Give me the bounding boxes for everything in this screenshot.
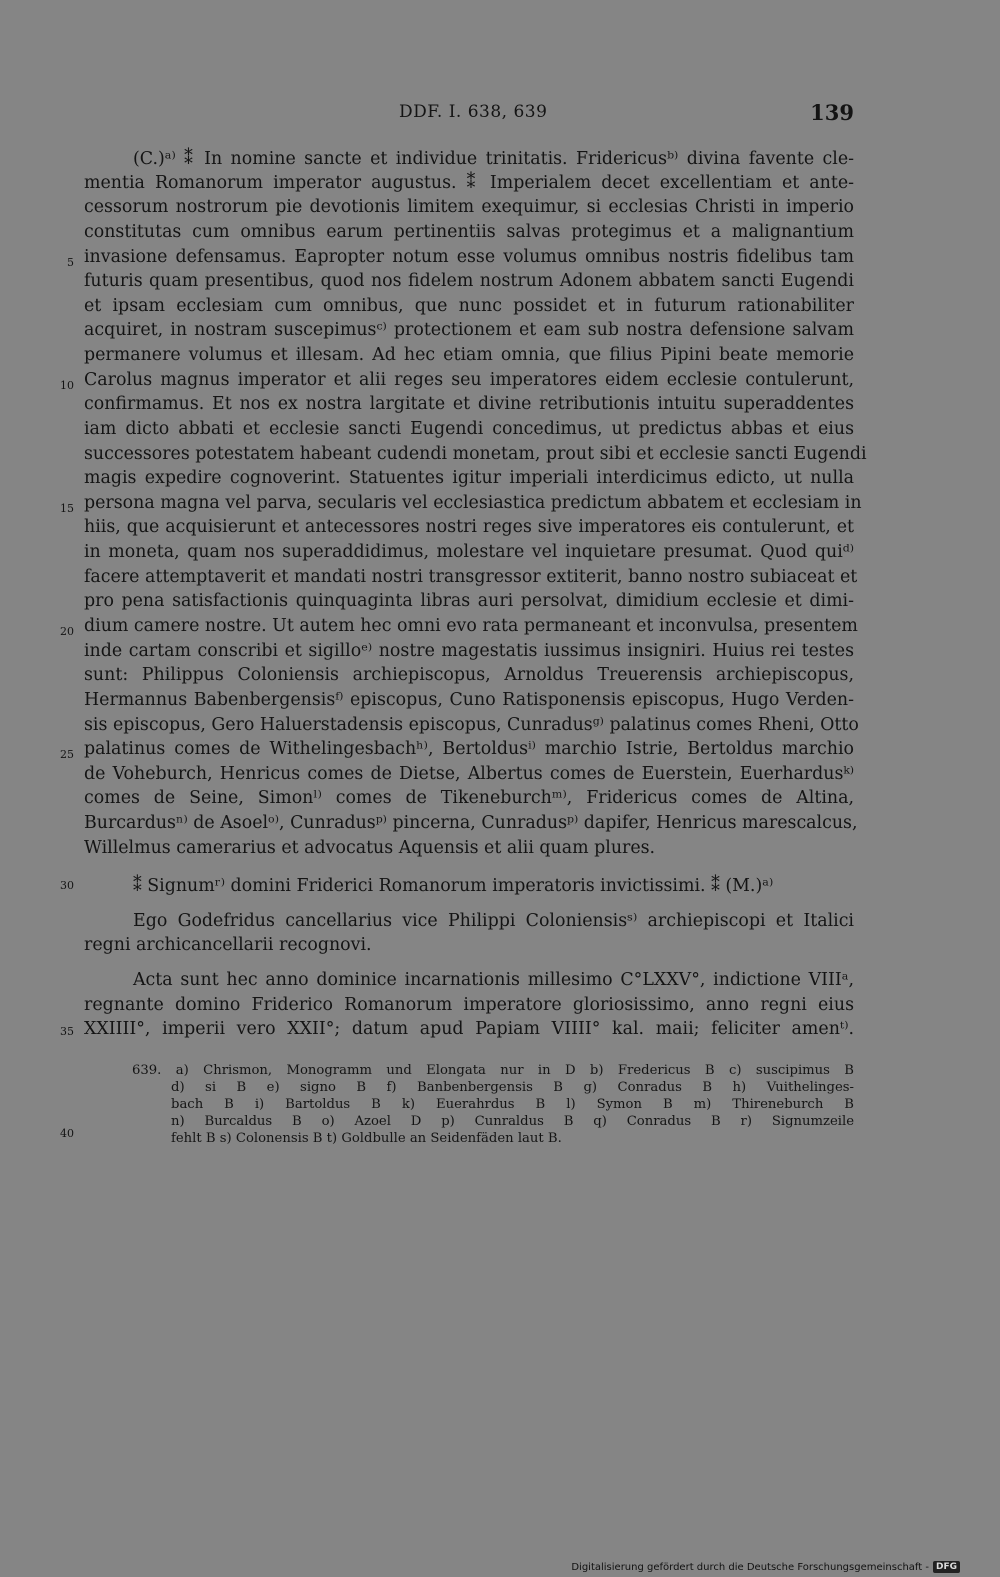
text-line: magis expedire cognoverint. Statuentes igitur imperiali interdicimus edicto, ut nulla (84, 468, 854, 488)
running-title: DDF. I. 638, 639 (399, 102, 548, 122)
text-line: cessorum nostrorum pie devotionis limitem exequimur, si ecclesias Christi in imperio (84, 197, 854, 217)
text-line: Burcardusⁿ⁾ de Asoelᵒ⁾, Cunradusᵖ⁾ pincerna, Cunradusᵖ⁾ dapifer, Henricus marescalcus, (84, 813, 858, 833)
text-line: Hermannus Babenbergensisᶠ⁾ episcopus, Cuno Ratisponensis episcopus, Hugo Verden- (84, 690, 854, 710)
credit-text: Digitalisierung gefördert durch die Deutsche Forschungsgemeinschaft - (571, 1561, 929, 1573)
text-line: persona magna vel parva, secularis vel ecclesiastica predictum abbatem et ecclesiam in (84, 493, 862, 513)
dfg-logo: DFG (933, 1561, 960, 1573)
line-number: 25 (60, 748, 74, 761)
text-line: sis episcopus, Gero Haluerstadensis episcopus, Cunradusᵍ⁾ palatinus comes Rheni, Otto (84, 715, 859, 735)
text-line: comes de Seine, Simonˡ⁾ comes de Tikeneburchᵐ⁾, Fridericus comes de Altina, (84, 788, 854, 808)
text-line: mentia Romanorum imperator augustus. ⁑ Imperialem decet excellentiam et ante- (84, 173, 854, 193)
text-line: invasione defensamus. Eapropter notum esse volumus omnibus nostris fidelibus tam (84, 247, 854, 267)
text-line: inde cartam conscribi et sigilloᵉ⁾ nostre magestatis iussimus insigniri. Huius rei testes (84, 641, 854, 661)
footnote-line: 639. a) Chrismon, Monogramm und Elongata nur in D b) Fredericus B c) suscipimus B (132, 1063, 854, 1078)
text-line: palatinus comes de Withelingesbachʰ⁾, Bertoldusⁱ⁾ marchio Istrie, Bertoldus marchio (84, 739, 854, 759)
text-line: sunt: Philippus Coloniensis archiepiscopus, Arnoldus Treuerensis archiepiscopus, (84, 665, 854, 685)
text-line: futuris quam presentibus, quod nos fidelem nostrum Adonem abbatem sancti Eugendi (84, 271, 854, 291)
footnote-line: fehlt B s) Colonensis B t) Goldbulle an Seidenfäden laut B. (171, 1131, 562, 1146)
digitization-credit (571, 1561, 960, 1573)
text-line: et ipsam ecclesiam cum omnibus, que nunc possidet et in futurum rationabiliter (84, 296, 854, 316)
text-line: acquiret, in nostram suscepimusᶜ⁾ protectionem et eam sub nostra defensione salvam (84, 320, 854, 340)
page-header (84, 100, 854, 130)
line-number: 35 (60, 1025, 74, 1038)
text-line: in moneta, quam nos superaddidimus, molestare vel inquietare presumat. Quod quiᵈ⁾ (84, 542, 854, 562)
line-number: 30 (60, 879, 74, 892)
line-number: 15 (60, 502, 74, 515)
text-line: Carolus magnus imperator et alii reges seu imperatores eidem ecclesie contulerunt, (84, 370, 854, 390)
footnote-line: bach B i) Bartoldus B k) Euerahrdus B l) Symon B m) Thireneburch B (171, 1097, 854, 1112)
text-line: dium camere nostre. Ut autem hec omni evo rata permaneant et inconvulsa, presentem (84, 616, 858, 636)
footnote-line: d) si B e) signo B f) Banbenbergensis B g) Conradus B h) Vuithelinges- (171, 1080, 854, 1095)
text-line: facere attemptaverit et mandati nostri transgressor extiterit, banno nostro subiaceat et (84, 567, 858, 587)
text-line: (C.)ᵃ⁾ ⁑ In nomine sancte et individue trinitatis. Fridericusᵇ⁾ divina favente cle- (133, 149, 854, 169)
line-number: 20 (60, 625, 74, 638)
page-number: 139 (810, 100, 854, 125)
text-line: successores potestatem habeant cudendi monetam, prout sibi et ecclesie sancti Eugendi (84, 444, 867, 464)
text-line: de Voheburch, Henricus comes de Dietse, Albertus comes de Euerstein, Euerhardusᵏ⁾ (84, 764, 854, 784)
text-line: confirmamus. Et nos ex nostra largitate et divine retributionis intuitu superaddentes (84, 394, 854, 414)
footnote-line: n) Burcaldus B o) Azoel D p) Cunraldus B q) Conradus B r) Signumzeile (171, 1114, 854, 1129)
line-number: 10 (60, 379, 74, 392)
dating-line: regnante domino Friderico Romanorum imperatore gloriosissimo, anno regni eius (84, 995, 854, 1015)
text-line: permanere volumus et illesam. Ad hec etiam omnia, que filius Pipini beate memorie (84, 345, 854, 365)
recognition-line: regni archicancellarii recognovi. (84, 935, 372, 955)
text-line: Willelmus camerarius et advocatus Aquensis et alii quam plures. (84, 838, 656, 858)
dating-line: Acta sunt hec anno dominice incarnationis millesimo C°LXXV°, indictione VIIIᵃ, (133, 970, 854, 990)
text-line: pro pena satisfactionis quinquaginta libras auri persolvat, dimidium ecclesie et dimi- (84, 591, 854, 611)
dating-line: XXIIII°, imperii vero XXII°; datum apud Papiam VIIII° kal. maii; feliciter amenᵗ⁾. (84, 1019, 854, 1039)
text-line: constitutas cum omnibus earum pertinentiis salvas protegimus et a malignantium (84, 222, 854, 242)
text-line: hiis, que acquisierunt et antecessores nostri reges sive imperatores eis contulerunt, et (84, 517, 854, 537)
line-number: 5 (67, 256, 74, 269)
signum-line: ⁑ Signumʳ⁾ domini Friderici Romanorum imperatoris invictissimi. ⁑ (M.)ᵃ⁾ (133, 876, 774, 896)
recognition-line: Ego Godefridus cancellarius vice Philippi Coloniensisˢ⁾ archiepiscopi et Italici (133, 911, 854, 931)
line-number: 40 (60, 1127, 74, 1140)
text-line: iam dicto abbati et ecclesie sancti Eugendi concedimus, ut predictus abbas et eius (84, 419, 854, 439)
